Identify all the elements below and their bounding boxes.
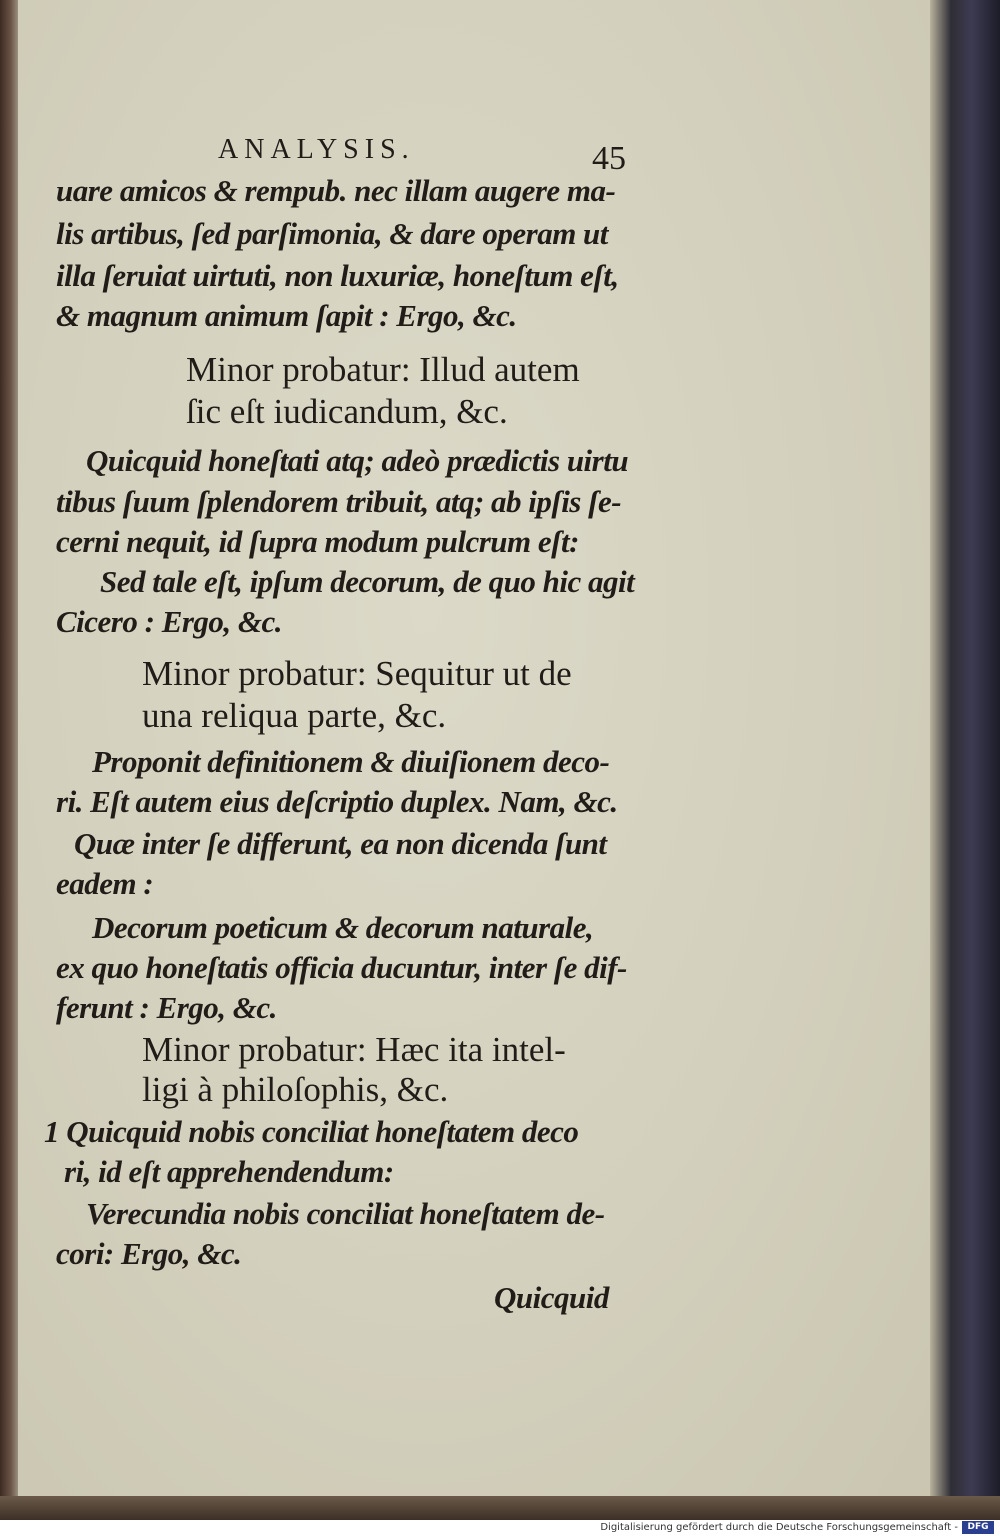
text-line: Cicero : Ergo, &c.: [56, 604, 283, 639]
funding-credit: Digitalisierung gefördert durch die Deutsche Forschungsgemeinschaft -: [600, 1522, 958, 1533]
text-line: eadem :: [56, 866, 154, 901]
text-line: & magnum animum ſapit : Ergo, &c.: [56, 298, 517, 333]
text-line: uare amicos & rempub. nec illam augere ma-: [56, 173, 616, 208]
text-line: ſic eſt iudicandum, &c.: [186, 392, 508, 431]
dfg-logo: DFG: [962, 1521, 994, 1534]
text-line: tibus ſuum ſplendorem tribuit, atq; ab ipſis ſe-: [56, 484, 622, 519]
text-line: ex quo honeſtatis officia ducuntur, inter ſe dif-: [56, 950, 627, 985]
text-line: cori: Ergo, &c.: [56, 1236, 242, 1271]
text-line: Minor probatur: Sequitur ut de: [142, 654, 572, 693]
text-line: ferunt : Ergo, &c.: [56, 990, 277, 1025]
text-line: illa ſeruiat uirtuti, non luxuriæ, honeſtum eſt,: [56, 258, 619, 293]
text-line: Minor probatur: Hæc ita intel-: [142, 1030, 566, 1069]
text-line: ri, id eſt apprehendendum:: [64, 1154, 394, 1189]
footer-bar: [0, 1520, 1000, 1536]
text-line: lis artibus, ſed parſimonia, & dare operam ut: [56, 216, 608, 251]
text-line: Verecundia nobis conciliat honeſtatem de-: [86, 1196, 605, 1231]
text-line: cerni nequit, id ſupra modum pulcrum eſt:: [56, 524, 579, 559]
text-line: Quicquid honeſtati atq; adeò prædictis uirtu: [86, 443, 629, 478]
running-head: ANALYSIS.: [218, 134, 415, 165]
text-line: ri. Eſt autem eius deſcriptio duplex. Nam, &c.: [56, 784, 618, 819]
text-line: ligi à philoſophis, &c.: [142, 1070, 449, 1109]
folio-number: 45: [592, 140, 626, 177]
text-line: Minor probatur: Illud autem: [186, 350, 580, 389]
catchword: Quicquid: [494, 1280, 609, 1315]
text-line: Proponit definitionem & diuiſionem deco-: [92, 744, 610, 779]
text-line: Sed tale eſt, ipſum decorum, de quo hic agit: [100, 564, 635, 599]
text-line: Quæ inter ſe differunt, ea non dicenda ſunt: [74, 826, 607, 861]
text-line: 1 Quicquid nobis conciliat honeſtatem deco: [44, 1114, 579, 1149]
text-line: una reliqua parte, &c.: [142, 696, 447, 735]
text-line: Decorum poeticum & decorum naturale,: [92, 910, 594, 945]
